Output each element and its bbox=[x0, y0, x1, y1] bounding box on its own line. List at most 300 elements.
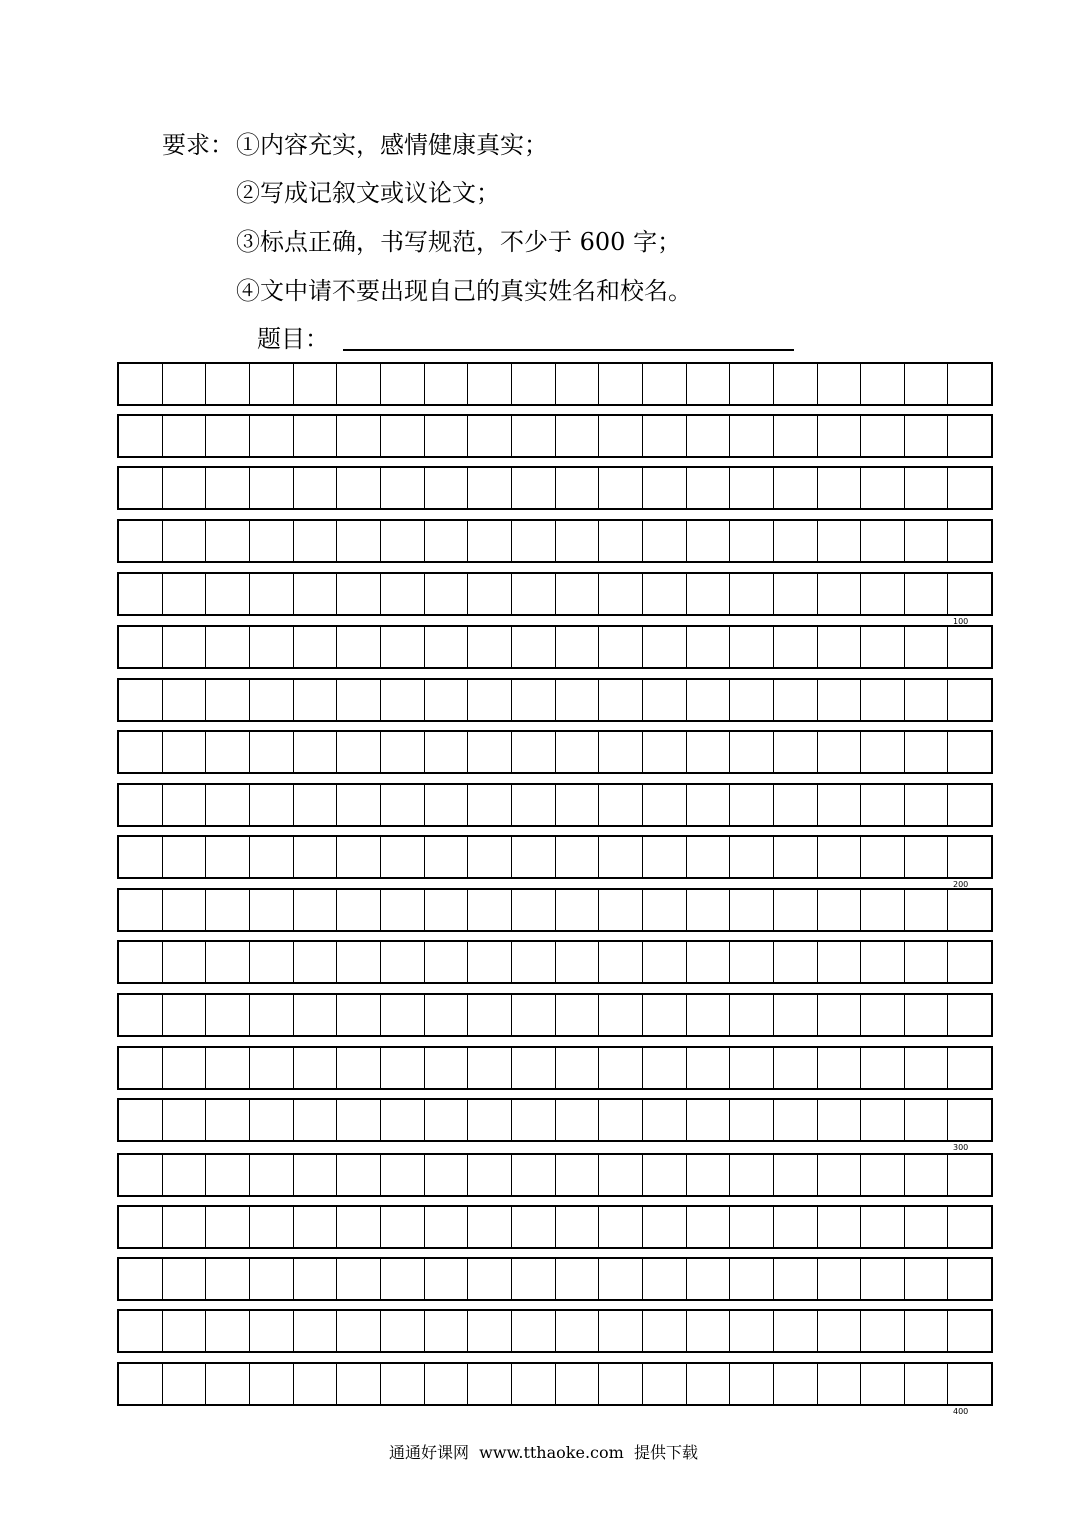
grid-cell[interactable] bbox=[294, 521, 338, 561]
grid-cell[interactable] bbox=[337, 995, 381, 1035]
grid-cell[interactable] bbox=[250, 468, 294, 508]
grid-cell[interactable] bbox=[818, 627, 862, 667]
grid-cell[interactable] bbox=[119, 627, 163, 667]
grid-cell[interactable] bbox=[905, 732, 949, 772]
grid-cell[interactable] bbox=[861, 785, 905, 825]
grid-cell[interactable] bbox=[905, 942, 949, 982]
grid-cell[interactable] bbox=[294, 785, 338, 825]
grid-cell[interactable] bbox=[643, 468, 687, 508]
grid-cell[interactable] bbox=[861, 468, 905, 508]
grid-cell[interactable] bbox=[774, 364, 818, 404]
grid-cell[interactable] bbox=[294, 1311, 338, 1351]
grid-cell[interactable] bbox=[948, 416, 991, 456]
grid-cell[interactable] bbox=[556, 521, 600, 561]
grid-cell[interactable] bbox=[730, 732, 774, 772]
grid-cell[interactable] bbox=[468, 942, 512, 982]
grid-cell[interactable] bbox=[337, 680, 381, 720]
grid-cell[interactable] bbox=[774, 416, 818, 456]
grid-cell[interactable] bbox=[468, 521, 512, 561]
grid-cell[interactable] bbox=[643, 364, 687, 404]
grid-cell[interactable] bbox=[599, 1311, 643, 1351]
grid-cell[interactable] bbox=[468, 468, 512, 508]
grid-cell[interactable] bbox=[119, 1100, 163, 1140]
grid-cell[interactable] bbox=[687, 1259, 731, 1299]
grid-cell[interactable] bbox=[948, 1048, 991, 1088]
grid-cell[interactable] bbox=[861, 942, 905, 982]
grid-cell[interactable] bbox=[206, 942, 250, 982]
grid-cell[interactable] bbox=[599, 1155, 643, 1195]
grid-cell[interactable] bbox=[250, 942, 294, 982]
grid-cell[interactable] bbox=[687, 1048, 731, 1088]
grid-cell[interactable] bbox=[905, 1207, 949, 1247]
grid-cell[interactable] bbox=[206, 627, 250, 667]
grid-cell[interactable] bbox=[556, 1155, 600, 1195]
grid-cell[interactable] bbox=[905, 468, 949, 508]
grid-cell[interactable] bbox=[206, 416, 250, 456]
grid-cell[interactable] bbox=[381, 416, 425, 456]
grid-cell[interactable] bbox=[294, 1048, 338, 1088]
grid-cell[interactable] bbox=[599, 837, 643, 877]
grid-cell[interactable] bbox=[250, 416, 294, 456]
grid-cell[interactable] bbox=[948, 364, 991, 404]
grid-cell[interactable] bbox=[468, 1364, 512, 1404]
grid-cell[interactable] bbox=[512, 1048, 556, 1088]
grid-cell[interactable] bbox=[206, 574, 250, 614]
grid-cell[interactable] bbox=[905, 1100, 949, 1140]
grid-cell[interactable] bbox=[948, 995, 991, 1035]
grid-cell[interactable] bbox=[468, 1311, 512, 1351]
grid-cell[interactable] bbox=[381, 995, 425, 1035]
grid-cell[interactable] bbox=[861, 680, 905, 720]
grid-cell[interactable] bbox=[948, 1100, 991, 1140]
grid-cell[interactable] bbox=[381, 627, 425, 667]
grid-cell[interactable] bbox=[206, 995, 250, 1035]
grid-cell[interactable] bbox=[905, 680, 949, 720]
grid-cell[interactable] bbox=[643, 942, 687, 982]
grid-cell[interactable] bbox=[905, 627, 949, 667]
grid-cell[interactable] bbox=[818, 1100, 862, 1140]
grid-cell[interactable] bbox=[643, 995, 687, 1035]
grid-cell[interactable] bbox=[730, 521, 774, 561]
grid-cell[interactable] bbox=[948, 732, 991, 772]
grid-cell[interactable] bbox=[730, 1048, 774, 1088]
grid-cell[interactable] bbox=[556, 1364, 600, 1404]
grid-cell[interactable] bbox=[905, 1048, 949, 1088]
grid-cell[interactable] bbox=[948, 1207, 991, 1247]
grid-cell[interactable] bbox=[250, 995, 294, 1035]
grid-cell[interactable] bbox=[468, 785, 512, 825]
grid-cell[interactable] bbox=[425, 1155, 469, 1195]
grid-cell[interactable] bbox=[687, 468, 731, 508]
grid-cell[interactable] bbox=[381, 574, 425, 614]
grid-cell[interactable] bbox=[425, 468, 469, 508]
grid-cell[interactable] bbox=[381, 942, 425, 982]
grid-cell[interactable] bbox=[163, 680, 207, 720]
grid-cell[interactable] bbox=[556, 732, 600, 772]
grid-cell[interactable] bbox=[643, 1259, 687, 1299]
grid-cell[interactable] bbox=[687, 1155, 731, 1195]
grid-cell[interactable] bbox=[250, 680, 294, 720]
grid-cell[interactable] bbox=[250, 890, 294, 930]
grid-cell[interactable] bbox=[861, 1311, 905, 1351]
grid-cell[interactable] bbox=[948, 1259, 991, 1299]
grid-cell[interactable] bbox=[687, 416, 731, 456]
grid-cell[interactable] bbox=[861, 521, 905, 561]
grid-cell[interactable] bbox=[905, 890, 949, 930]
grid-cell[interactable] bbox=[206, 364, 250, 404]
grid-cell[interactable] bbox=[861, 732, 905, 772]
grid-cell[interactable] bbox=[687, 521, 731, 561]
grid-cell[interactable] bbox=[468, 1100, 512, 1140]
grid-cell[interactable] bbox=[687, 785, 731, 825]
grid-cell[interactable] bbox=[905, 574, 949, 614]
grid-cell[interactable] bbox=[774, 574, 818, 614]
grid-cell[interactable] bbox=[730, 785, 774, 825]
grid-cell[interactable] bbox=[687, 1207, 731, 1247]
grid-cell[interactable] bbox=[687, 627, 731, 667]
grid-cell[interactable] bbox=[948, 521, 991, 561]
grid-cell[interactable] bbox=[468, 627, 512, 667]
grid-cell[interactable] bbox=[425, 890, 469, 930]
grid-cell[interactable] bbox=[337, 574, 381, 614]
grid-cell[interactable] bbox=[294, 1259, 338, 1299]
grid-cell[interactable] bbox=[687, 890, 731, 930]
grid-cell[interactable] bbox=[206, 1155, 250, 1195]
grid-cell[interactable] bbox=[337, 1311, 381, 1351]
grid-cell[interactable] bbox=[774, 521, 818, 561]
grid-cell[interactable] bbox=[599, 890, 643, 930]
grid-cell[interactable] bbox=[512, 732, 556, 772]
grid-cell[interactable] bbox=[774, 1155, 818, 1195]
grid-cell[interactable] bbox=[468, 1207, 512, 1247]
grid-cell[interactable] bbox=[643, 732, 687, 772]
grid-cell[interactable] bbox=[337, 732, 381, 772]
grid-cell[interactable] bbox=[818, 468, 862, 508]
grid-cell[interactable] bbox=[119, 942, 163, 982]
grid-cell[interactable] bbox=[861, 1048, 905, 1088]
grid-cell[interactable] bbox=[337, 1364, 381, 1404]
grid-cell[interactable] bbox=[381, 1207, 425, 1247]
grid-cell[interactable] bbox=[468, 995, 512, 1035]
grid-cell[interactable] bbox=[337, 837, 381, 877]
grid-cell[interactable] bbox=[337, 468, 381, 508]
grid-cell[interactable] bbox=[948, 890, 991, 930]
grid-cell[interactable] bbox=[948, 680, 991, 720]
grid-cell[interactable] bbox=[163, 1259, 207, 1299]
grid-cell[interactable] bbox=[512, 1364, 556, 1404]
grid-cell[interactable] bbox=[818, 416, 862, 456]
grid-cell[interactable] bbox=[381, 680, 425, 720]
grid-cell[interactable] bbox=[643, 1155, 687, 1195]
grid-cell[interactable] bbox=[556, 1207, 600, 1247]
grid-cell[interactable] bbox=[294, 574, 338, 614]
grid-cell[interactable] bbox=[905, 837, 949, 877]
grid-cell[interactable] bbox=[948, 785, 991, 825]
grid-cell[interactable] bbox=[774, 1207, 818, 1247]
grid-cell[interactable] bbox=[643, 1311, 687, 1351]
grid-cell[interactable] bbox=[337, 521, 381, 561]
grid-cell[interactable] bbox=[425, 364, 469, 404]
grid-cell[interactable] bbox=[599, 1364, 643, 1404]
grid-cell[interactable] bbox=[905, 1311, 949, 1351]
grid-cell[interactable] bbox=[774, 890, 818, 930]
grid-cell[interactable] bbox=[818, 574, 862, 614]
grid-cell[interactable] bbox=[730, 1364, 774, 1404]
grid-cell[interactable] bbox=[599, 1048, 643, 1088]
grid-cell[interactable] bbox=[774, 468, 818, 508]
grid-cell[interactable] bbox=[556, 468, 600, 508]
grid-cell[interactable] bbox=[163, 468, 207, 508]
grid-cell[interactable] bbox=[599, 468, 643, 508]
grid-cell[interactable] bbox=[250, 1048, 294, 1088]
grid-cell[interactable] bbox=[643, 837, 687, 877]
grid-cell[interactable] bbox=[730, 890, 774, 930]
grid-cell[interactable] bbox=[861, 1155, 905, 1195]
grid-cell[interactable] bbox=[599, 627, 643, 667]
grid-cell[interactable] bbox=[163, 1048, 207, 1088]
grid-cell[interactable] bbox=[599, 521, 643, 561]
grid-cell[interactable] bbox=[512, 1259, 556, 1299]
grid-cell[interactable] bbox=[337, 1048, 381, 1088]
grid-cell[interactable] bbox=[425, 521, 469, 561]
grid-cell[interactable] bbox=[381, 468, 425, 508]
grid-cell[interactable] bbox=[163, 364, 207, 404]
grid-cell[interactable] bbox=[556, 364, 600, 404]
grid-cell[interactable] bbox=[861, 1259, 905, 1299]
grid-cell[interactable] bbox=[818, 680, 862, 720]
grid-cell[interactable] bbox=[948, 468, 991, 508]
grid-cell[interactable] bbox=[206, 680, 250, 720]
grid-cell[interactable] bbox=[381, 837, 425, 877]
grid-cell[interactable] bbox=[163, 1364, 207, 1404]
grid-cell[interactable] bbox=[119, 1207, 163, 1247]
grid-cell[interactable] bbox=[512, 1311, 556, 1351]
grid-cell[interactable] bbox=[861, 995, 905, 1035]
grid-cell[interactable] bbox=[512, 1207, 556, 1247]
grid-cell[interactable] bbox=[774, 1048, 818, 1088]
grid-cell[interactable] bbox=[730, 1259, 774, 1299]
grid-cell[interactable] bbox=[206, 890, 250, 930]
grid-cell[interactable] bbox=[730, 574, 774, 614]
grid-cell[interactable] bbox=[687, 680, 731, 720]
grid-cell[interactable] bbox=[512, 627, 556, 667]
grid-cell[interactable] bbox=[556, 785, 600, 825]
grid-cell[interactable] bbox=[468, 837, 512, 877]
grid-cell[interactable] bbox=[599, 942, 643, 982]
grid-cell[interactable] bbox=[599, 574, 643, 614]
grid-cell[interactable] bbox=[905, 995, 949, 1035]
grid-cell[interactable] bbox=[774, 785, 818, 825]
grid-cell[interactable] bbox=[468, 364, 512, 404]
grid-cell[interactable] bbox=[730, 468, 774, 508]
grid-cell[interactable] bbox=[861, 1364, 905, 1404]
grid-cell[interactable] bbox=[294, 1100, 338, 1140]
grid-cell[interactable] bbox=[861, 364, 905, 404]
grid-cell[interactable] bbox=[730, 837, 774, 877]
grid-cell[interactable] bbox=[643, 785, 687, 825]
grid-cell[interactable] bbox=[774, 1100, 818, 1140]
grid-cell[interactable] bbox=[730, 627, 774, 667]
grid-cell[interactable] bbox=[425, 995, 469, 1035]
grid-cell[interactable] bbox=[337, 416, 381, 456]
grid-cell[interactable] bbox=[381, 521, 425, 561]
grid-cell[interactable] bbox=[643, 521, 687, 561]
grid-cell[interactable] bbox=[337, 364, 381, 404]
grid-cell[interactable] bbox=[730, 1207, 774, 1247]
grid-cell[interactable] bbox=[468, 890, 512, 930]
grid-cell[interactable] bbox=[730, 1100, 774, 1140]
grid-cell[interactable] bbox=[643, 416, 687, 456]
grid-cell[interactable] bbox=[774, 680, 818, 720]
grid-cell[interactable] bbox=[206, 732, 250, 772]
grid-cell[interactable] bbox=[774, 1311, 818, 1351]
grid-cell[interactable] bbox=[599, 364, 643, 404]
grid-cell[interactable] bbox=[512, 521, 556, 561]
grid-cell[interactable] bbox=[512, 785, 556, 825]
grid-cell[interactable] bbox=[556, 574, 600, 614]
grid-cell[interactable] bbox=[119, 1364, 163, 1404]
grid-cell[interactable] bbox=[948, 627, 991, 667]
grid-cell[interactable] bbox=[381, 890, 425, 930]
grid-cell[interactable] bbox=[468, 1259, 512, 1299]
grid-cell[interactable] bbox=[774, 837, 818, 877]
grid-cell[interactable] bbox=[468, 732, 512, 772]
grid-cell[interactable] bbox=[381, 785, 425, 825]
grid-cell[interactable] bbox=[512, 468, 556, 508]
grid-cell[interactable] bbox=[381, 1048, 425, 1088]
grid-cell[interactable] bbox=[206, 1364, 250, 1404]
grid-cell[interactable] bbox=[206, 468, 250, 508]
grid-cell[interactable] bbox=[163, 416, 207, 456]
grid-cell[interactable] bbox=[599, 416, 643, 456]
grid-cell[interactable] bbox=[861, 416, 905, 456]
grid-cell[interactable] bbox=[818, 732, 862, 772]
grid-cell[interactable] bbox=[119, 1155, 163, 1195]
grid-cell[interactable] bbox=[861, 837, 905, 877]
grid-cell[interactable] bbox=[119, 680, 163, 720]
grid-cell[interactable] bbox=[818, 995, 862, 1035]
grid-cell[interactable] bbox=[599, 1100, 643, 1140]
grid-cell[interactable] bbox=[250, 1155, 294, 1195]
grid-cell[interactable] bbox=[206, 1100, 250, 1140]
grid-cell[interactable] bbox=[687, 995, 731, 1035]
grid-cell[interactable] bbox=[119, 574, 163, 614]
grid-cell[interactable] bbox=[774, 627, 818, 667]
grid-cell[interactable] bbox=[512, 995, 556, 1035]
grid-cell[interactable] bbox=[905, 1259, 949, 1299]
grid-cell[interactable] bbox=[206, 837, 250, 877]
grid-cell[interactable] bbox=[206, 1048, 250, 1088]
grid-cell[interactable] bbox=[250, 574, 294, 614]
grid-cell[interactable] bbox=[163, 785, 207, 825]
grid-cell[interactable] bbox=[687, 1100, 731, 1140]
grid-cell[interactable] bbox=[250, 627, 294, 667]
grid-cell[interactable] bbox=[905, 416, 949, 456]
grid-cell[interactable] bbox=[294, 1364, 338, 1404]
grid-cell[interactable] bbox=[818, 521, 862, 561]
grid-cell[interactable] bbox=[512, 890, 556, 930]
grid-cell[interactable] bbox=[337, 785, 381, 825]
grid-cell[interactable] bbox=[774, 1259, 818, 1299]
grid-cell[interactable] bbox=[818, 1311, 862, 1351]
grid-cell[interactable] bbox=[294, 364, 338, 404]
grid-cell[interactable] bbox=[425, 1207, 469, 1247]
grid-cell[interactable] bbox=[643, 627, 687, 667]
grid-cell[interactable] bbox=[206, 1259, 250, 1299]
grid-cell[interactable] bbox=[337, 942, 381, 982]
grid-cell[interactable] bbox=[163, 1207, 207, 1247]
grid-cell[interactable] bbox=[381, 1155, 425, 1195]
grid-cell[interactable] bbox=[730, 942, 774, 982]
grid-cell[interactable] bbox=[250, 1364, 294, 1404]
grid-cell[interactable] bbox=[774, 732, 818, 772]
grid-cell[interactable] bbox=[425, 416, 469, 456]
grid-cell[interactable] bbox=[206, 1311, 250, 1351]
grid-cell[interactable] bbox=[687, 837, 731, 877]
grid-cell[interactable] bbox=[425, 732, 469, 772]
grid-cell[interactable] bbox=[119, 837, 163, 877]
grid-cell[interactable] bbox=[163, 1100, 207, 1140]
grid-cell[interactable] bbox=[861, 1100, 905, 1140]
grid-cell[interactable] bbox=[294, 468, 338, 508]
grid-cell[interactable] bbox=[599, 680, 643, 720]
grid-cell[interactable] bbox=[206, 1207, 250, 1247]
grid-cell[interactable] bbox=[774, 942, 818, 982]
grid-cell[interactable] bbox=[294, 890, 338, 930]
grid-cell[interactable] bbox=[599, 1259, 643, 1299]
grid-cell[interactable] bbox=[599, 995, 643, 1035]
grid-cell[interactable] bbox=[687, 732, 731, 772]
grid-cell[interactable] bbox=[425, 574, 469, 614]
grid-cell[interactable] bbox=[643, 890, 687, 930]
grid-cell[interactable] bbox=[163, 574, 207, 614]
grid-cell[interactable] bbox=[818, 785, 862, 825]
grid-cell[interactable] bbox=[861, 890, 905, 930]
grid-cell[interactable] bbox=[294, 680, 338, 720]
grid-cell[interactable] bbox=[730, 416, 774, 456]
grid-cell[interactable] bbox=[730, 1311, 774, 1351]
grid-cell[interactable] bbox=[556, 837, 600, 877]
grid-cell[interactable] bbox=[861, 1207, 905, 1247]
grid-cell[interactable] bbox=[250, 1259, 294, 1299]
grid-cell[interactable] bbox=[425, 942, 469, 982]
grid-cell[interactable] bbox=[948, 1155, 991, 1195]
grid-cell[interactable] bbox=[556, 1048, 600, 1088]
grid-cell[interactable] bbox=[556, 1100, 600, 1140]
grid-cell[interactable] bbox=[687, 942, 731, 982]
grid-cell[interactable] bbox=[337, 1100, 381, 1140]
grid-cell[interactable] bbox=[556, 890, 600, 930]
grid-cell[interactable] bbox=[687, 574, 731, 614]
grid-cell[interactable] bbox=[818, 1364, 862, 1404]
grid-cell[interactable] bbox=[294, 732, 338, 772]
grid-cell[interactable] bbox=[905, 521, 949, 561]
grid-cell[interactable] bbox=[119, 1311, 163, 1351]
grid-cell[interactable] bbox=[599, 1207, 643, 1247]
grid-cell[interactable] bbox=[119, 732, 163, 772]
grid-cell[interactable] bbox=[119, 468, 163, 508]
grid-cell[interactable] bbox=[818, 1207, 862, 1247]
grid-cell[interactable] bbox=[250, 521, 294, 561]
grid-cell[interactable] bbox=[250, 732, 294, 772]
grid-cell[interactable] bbox=[512, 364, 556, 404]
grid-cell[interactable] bbox=[250, 1311, 294, 1351]
grid-cell[interactable] bbox=[730, 364, 774, 404]
grid-cell[interactable] bbox=[687, 1311, 731, 1351]
grid-cell[interactable] bbox=[425, 1259, 469, 1299]
grid-cell[interactable] bbox=[599, 785, 643, 825]
grid-cell[interactable] bbox=[905, 785, 949, 825]
